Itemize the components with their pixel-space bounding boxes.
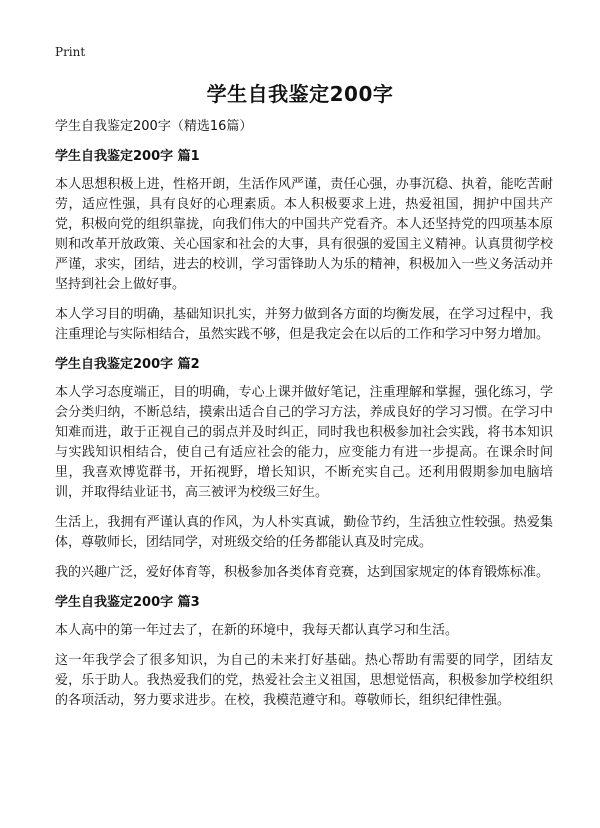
paragraph: 我的兴趣广泛，爱好体育等，积极参加各类体育竞赛，达到国家规定的体育锻炼标准。	[55, 565, 550, 580]
section-heading: 学生自我鉴定200字 篇1	[55, 149, 200, 164]
article-subtitle: 学生自我鉴定200字（精选16篇）	[55, 119, 253, 134]
section-1	[55, 147, 553, 345]
paragraph: 生活上，我拥有严谨认真的作风，为人朴实真诚，勤俭节约，生活独立性较强。热爱集体，尊敬师长，团结同学，对班级交给的任务都能认真及时完成。	[55, 515, 553, 550]
section-heading: 学生自我鉴定200字 篇2	[55, 357, 200, 372]
article-body	[55, 117, 553, 721]
paragraph: 本人思想积极上进，性格开朗，生活作风严谨，责任心强，办事沉稳、执着，能吃苦耐劳，适应性强，具有良好的心理素质。本人积极要求上进，热爱祖国，拥护中国共产党，积极向党的组织靠拢，向我们伟大的中国共产党看齐。本人还坚持党的四项基本原则和改革开放政策、关心国家和社会的大事，具有很强的爱国主义精神。认真贯彻学校严谨，求实，团结，进去的校训，学习雷锋助人为乐的精神，积极加入一些义务活动并坚持到社会上做好事。	[55, 177, 553, 292]
section-heading: 学生自我鉴定200字 篇3	[55, 595, 200, 610]
section-3	[55, 593, 553, 711]
paragraph: 本人高中的第一年过去了，在新的环境中，我每天都认真学习和生活。	[55, 623, 459, 638]
page-title: 学生自我鉴定200字	[206, 82, 394, 106]
paragraph: 这一年我学会了很多知识，为自己的未来打好基础。热心帮助有需要的同学，团结友爱，乐于助人。我热爱我们的党，热爱社会主义祖国，思想觉悟高，积极参加学校组织的各项活动，努力要求进步。在校，我模范遵守和。尊敬师长，组织纪律性强。	[55, 653, 553, 708]
section-2	[55, 355, 553, 583]
print-link[interactable]: Print	[55, 45, 86, 59]
paragraph: 本人学习态度端正，目的明确，专心上课并做好笔记，注重理解和掌握，强化练习，学会分类归纳，不断总结，摸索出适合自己的学习方法，养成良好的学习习惯。在学习中知难而进，敢于正视自己的弱点并及时纠正，同时我也积极参加社会实践，将书本知识与实践知识相结合，使自己有适应社会的能力，应变能力有进一步提高。在课余时间里，我喜欢博览群书，开拓视野，增长知识，不断充实自己。还利用假期参加电脑培训，并取得结业证书，高三被评为校级三好生。	[55, 385, 553, 500]
paragraph: 本人学习目的明确，基础知识扎实，并努力做到各方面的均衡发展，在学习过程中，我注重理论与实际相结合，虽然实践不够，但是我定会在以后的工作和学习中努力增加。	[55, 307, 553, 342]
